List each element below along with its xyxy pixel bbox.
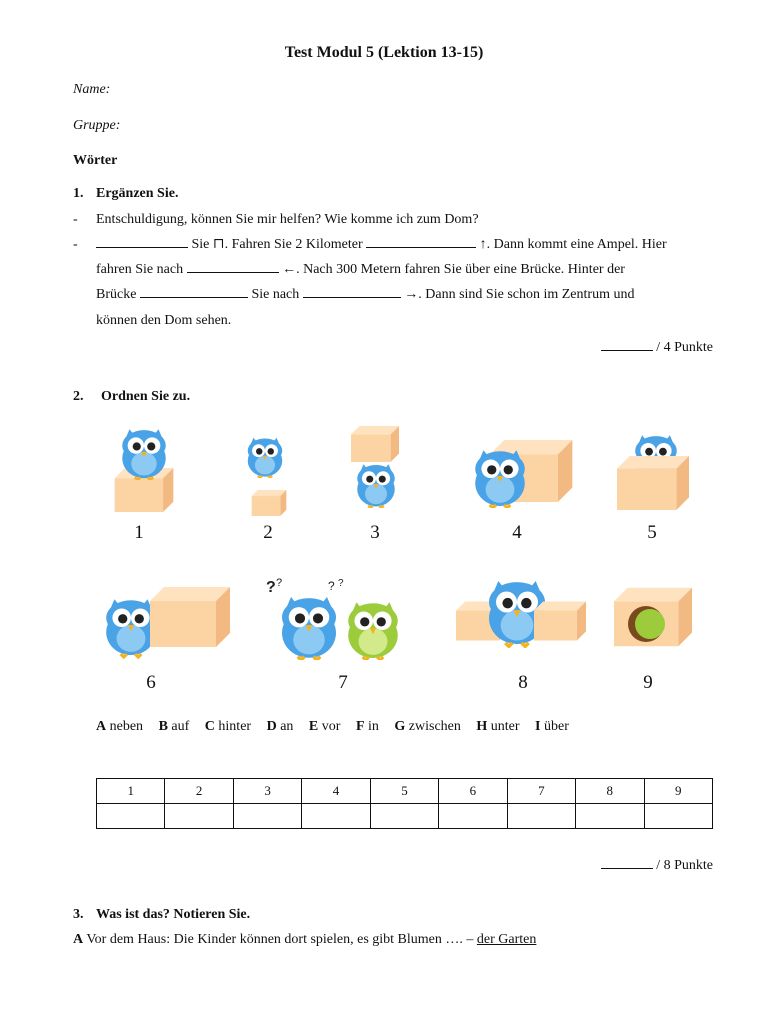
task1-text: ←. Nach 300 Metern fahren Sie über eine Brücke. Hinter der (282, 262, 625, 277)
task1-line-4: können den Dom sehen. (96, 313, 232, 328)
figure-number: 7 (338, 672, 348, 693)
table-header-cell: 7 (507, 779, 575, 804)
answer-blank[interactable] (187, 260, 279, 273)
task2-number: 2. (73, 389, 84, 404)
figure-two-owls (262, 574, 412, 664)
table-header-cell: 6 (439, 779, 507, 804)
figure-owl-between-boxes (456, 568, 586, 658)
table-answer-row (97, 804, 713, 829)
svg-text:?: ? (338, 578, 344, 589)
task3-heading: Was ist das? Notieren Sie. (96, 907, 251, 922)
example-letter: A (73, 932, 84, 947)
figure-number: 6 (146, 672, 156, 693)
task1-dash-1: - (73, 212, 78, 227)
figure-owl-in-box (612, 580, 696, 656)
figure-number: 9 (643, 672, 653, 693)
task1-text: ↑. Dann kommt eine Ampel. Hier (479, 237, 667, 252)
table-header-cell: 8 (576, 779, 644, 804)
task1-heading: Ergänzen Sie. (96, 186, 179, 201)
option-h: H unter (476, 719, 520, 734)
task1-text: Sie nach (251, 287, 300, 302)
option-i: I über (535, 719, 569, 734)
table-header-cell: 2 (165, 779, 233, 804)
task2-heading: Ordnen Sie zu. (101, 389, 191, 404)
figure-owl-next-to-tall-box (98, 566, 234, 666)
option-e: E vor (308, 719, 341, 734)
option-a: A neben (96, 719, 144, 734)
group-label: Gruppe: (73, 118, 121, 133)
option-g: G zwischen (394, 719, 461, 734)
table-header-cell: 3 (233, 779, 301, 804)
task1-score (592, 338, 713, 356)
option-f: F in (355, 719, 379, 734)
example-answer: der Garten (476, 932, 537, 947)
option-d: D an (266, 719, 294, 734)
answer-cell[interactable] (165, 804, 233, 829)
option-c: C hinter (204, 719, 252, 734)
svg-text:?: ? (276, 577, 283, 589)
section-heading: Wörter (73, 153, 118, 168)
figure-owl-in-front-of-box (463, 436, 577, 516)
task3-example (73, 932, 536, 948)
task1-question: Entschuldigung, können Sie mir helfen? Wie komme ich zum Dom? (96, 212, 479, 227)
task3-number: 3. (73, 907, 84, 922)
answer-cell[interactable] (302, 804, 370, 829)
score-text: / 8 Punkte (656, 858, 713, 873)
figure-owl-on-box (96, 418, 196, 518)
figure-owl-behind-box (608, 428, 698, 512)
answer-cell[interactable] (233, 804, 301, 829)
table-header-cell: 1 (97, 779, 165, 804)
task1-text: Brücke (96, 287, 137, 302)
figure-number: 8 (518, 672, 528, 693)
score-text: / 4 Punkte (656, 340, 713, 355)
answer-blank[interactable] (366, 235, 476, 248)
task1-text: fahren Sie nach (96, 262, 184, 277)
task1-number: 1. (73, 186, 84, 201)
task1-line-1 (96, 232, 713, 257)
table-header-cell: 4 (302, 779, 370, 804)
page-title: Test Modul 5 (Lektion 13-15) (284, 44, 484, 61)
task1-text: Sie ⊓. Fahren Sie 2 Kilometer (191, 237, 363, 252)
answer-table (96, 778, 713, 829)
figure-owl-above-box (232, 428, 312, 520)
figure-number: 4 (512, 522, 522, 543)
answer-cell[interactable] (370, 804, 438, 829)
task2-score (592, 856, 713, 874)
table-header-row (97, 779, 713, 804)
answer-blank[interactable] (96, 235, 188, 248)
example-text: Vor dem Haus: Die Kinder können dort spielen, es gibt Blumen …. – (86, 932, 474, 947)
answer-cell[interactable] (439, 804, 507, 829)
table-header-cell: 5 (370, 779, 438, 804)
figure-number: 1 (134, 522, 144, 543)
figure-owl-under-box (336, 424, 416, 510)
figure-number: 3 (370, 522, 380, 543)
answer-blank[interactable] (140, 285, 248, 298)
task1-text: →. Dann sind Sie schon im Zentrum und (404, 287, 635, 302)
answer-cell[interactable] (576, 804, 644, 829)
preposition-options (96, 719, 581, 735)
answer-cell[interactable] (644, 804, 713, 829)
figure-number: 2 (263, 522, 273, 543)
answer-cell[interactable] (97, 804, 165, 829)
task1-line-3 (96, 282, 713, 307)
figure-number: 5 (647, 522, 657, 543)
answer-cell[interactable] (507, 804, 575, 829)
score-blank[interactable] (601, 856, 653, 869)
answer-blank[interactable] (303, 285, 401, 298)
task1-dash-2: - (73, 237, 78, 252)
svg-text:?: ? (266, 579, 276, 596)
score-blank[interactable] (601, 338, 653, 351)
svg-text:?: ? (328, 579, 335, 593)
table-header-cell: 9 (644, 779, 713, 804)
name-label: Name: (73, 82, 111, 97)
option-b: B auf (158, 719, 190, 734)
task1-line-2 (96, 257, 713, 282)
